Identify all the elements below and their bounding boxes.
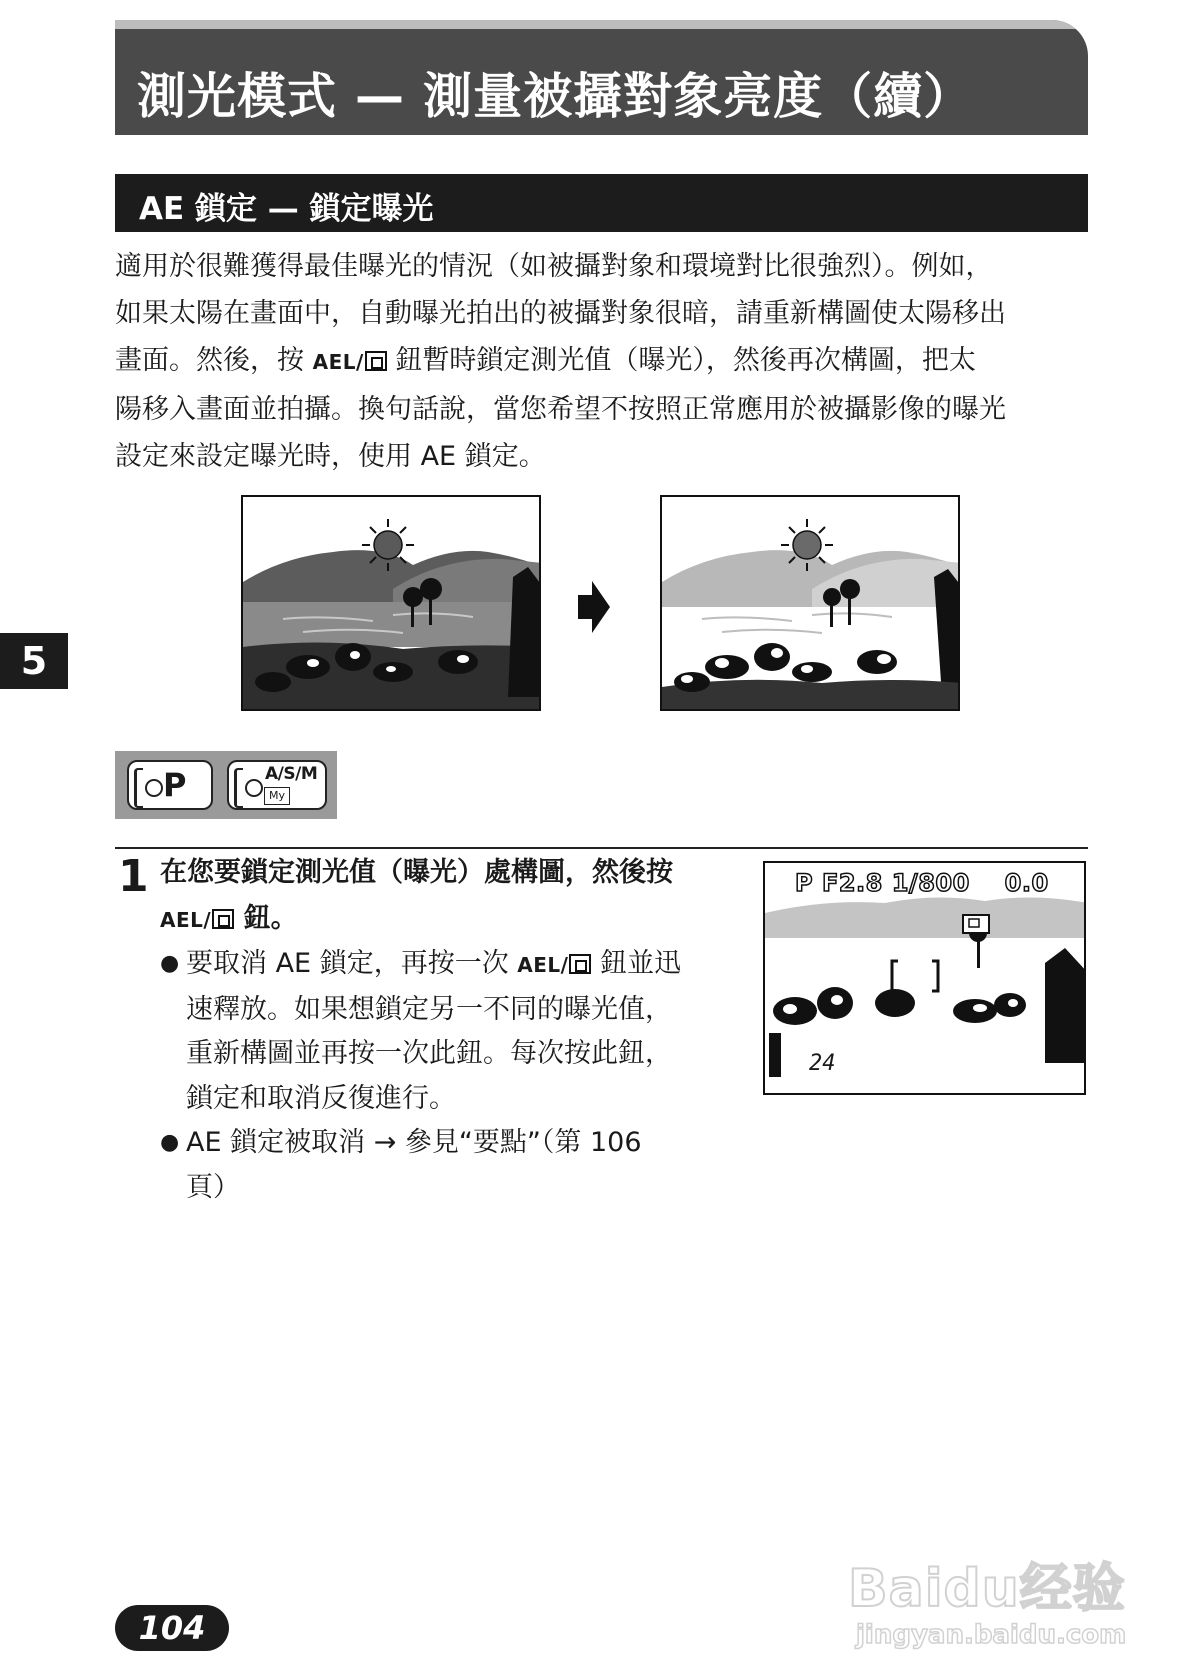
page-title-bar xyxy=(115,20,1088,135)
ael-button-label: AEL/ xyxy=(312,350,364,374)
step-line: 在您要鎖定測光值（曝光）處構圖，然後按 xyxy=(160,857,673,888)
title-top-strip xyxy=(115,20,1088,29)
lcd-aperture: F2.8 xyxy=(821,869,883,897)
mode-dial-indicators xyxy=(115,751,337,819)
mode-asm-label: A/S/M xyxy=(265,764,318,784)
chapter-tab: 5 xyxy=(0,633,68,689)
section-header-bar xyxy=(115,174,1088,232)
step-instruction xyxy=(160,850,745,943)
bullet-icon: ● xyxy=(160,951,180,976)
list-item: ● 要取消 AE 鎖定，再按一次 AEL/ 鈕並迅 速釋放。如果想鎖定另一不同的曝光值， 重新構圖並再按一次此鈕。每次按此鈕， 鎖定和取消反復進行。 xyxy=(160,942,750,1121)
lcd-frames-remaining: 24 xyxy=(809,1051,836,1076)
ael-lock-icon xyxy=(212,909,234,929)
ael-button-label: AEL/ xyxy=(517,953,569,977)
list-item: ● AE 鎖定被取消 → 參見“要點”（第 106 頁） xyxy=(160,1121,750,1210)
page-title: 測光模式 — 測量被攝對象亮度（續） xyxy=(137,68,974,125)
scene-illustration-dark xyxy=(241,495,541,711)
intro-line: 如果太陽在畫面中，自動曝光拍出的被攝對象很暗，請重新構圖使太陽移出 xyxy=(115,298,1006,329)
scene-illustration-bright xyxy=(660,495,960,711)
arrow-right-icon xyxy=(578,581,610,633)
ael-button-label: AEL/ xyxy=(160,908,212,932)
lcd-exposure-readout xyxy=(795,869,1049,897)
intro-line: 適用於很難獲得最佳曝光的情況（如被攝對象和環境對比很強烈）。例如， xyxy=(115,251,993,282)
mode-p-label: P xyxy=(163,766,187,804)
intro-line: 陽移入畫面並拍攝。換句話說，當您希望不按照正常應用於被攝影像的曝光 xyxy=(115,394,1006,425)
step-line: AEL/ 鈕。 xyxy=(160,903,298,934)
camera-lcd-preview xyxy=(763,861,1086,1095)
watermark xyxy=(848,1528,1148,1658)
ael-lock-icon xyxy=(365,351,387,371)
intro-line: 設定來設定曝光時，使用 AE 鎖定。 xyxy=(115,441,546,472)
watermark-brand: Baidu经验 xyxy=(848,1559,1126,1619)
mode-p-icon xyxy=(127,760,213,810)
intro-line: 畫面。然後，按 AEL/ 鈕暫時鎖定測光值（曝光），然後再次構圖，把太 xyxy=(115,345,976,376)
step-divider xyxy=(115,847,1088,849)
step-number: 1 xyxy=(118,851,149,902)
lcd-shutter: 1/800 xyxy=(891,869,970,897)
watermark-url: jingyan.baidu.com xyxy=(856,1620,1127,1650)
ael-lock-icon xyxy=(569,954,591,974)
lcd-exposure-comp: 0.0 xyxy=(1004,869,1049,897)
bullet-icon: ● xyxy=(160,1130,180,1155)
mode-asm-icon xyxy=(227,760,327,810)
intro-paragraph xyxy=(115,243,1095,480)
section-title: AE 鎖定 — 鎖定曝光 xyxy=(139,191,434,227)
mode-my-label: My xyxy=(264,787,290,805)
lcd-mode: P xyxy=(795,869,814,897)
step-notes xyxy=(160,942,750,1210)
page-number: 104 xyxy=(115,1605,229,1651)
